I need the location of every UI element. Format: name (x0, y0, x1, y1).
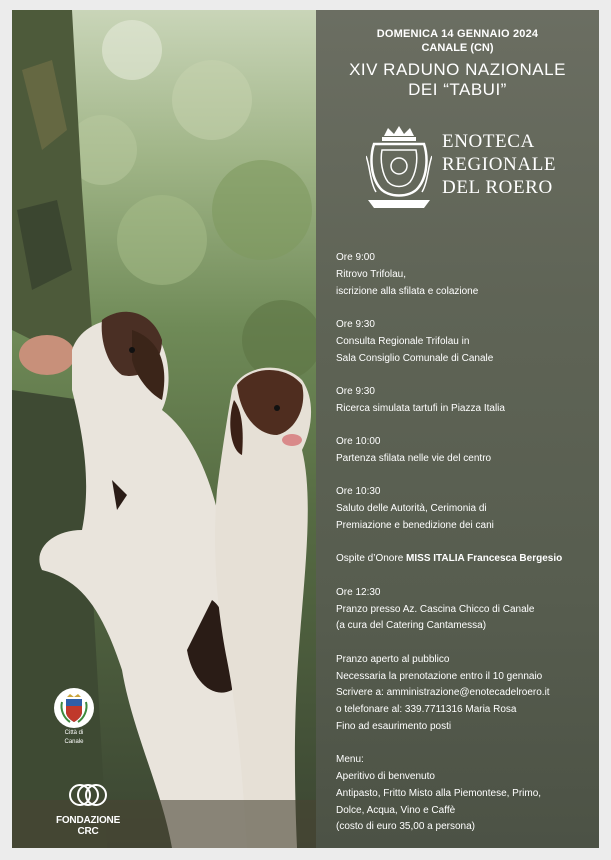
menu-text: Antipasto, Fritto Misto alla Piemontese, Primo, (336, 787, 542, 799)
booking-text: Fino ad esaurimento posti (336, 720, 452, 732)
canale-label-line2: Canale (64, 739, 84, 745)
event-title-line2: DEI “TABUI” (408, 80, 507, 99)
event-title-line1: XIV RADUNO NAZIONALE (349, 60, 566, 79)
booking-phone: o telefonare al: 339.7711316 Maria Rosa (336, 704, 517, 716)
menu-info (336, 752, 594, 836)
program-text: Consulta Regionale Trifolau in (336, 335, 470, 347)
event-place: CANALE (CN) (421, 42, 494, 54)
program-text: Partenza sfilata nelle vie del centro (336, 452, 492, 464)
guest-prefix: Ospite d’Onore (336, 553, 407, 565)
booking-email: Scrivere a: amministrazione@enotecadelroero.it (336, 687, 550, 699)
program-list (336, 250, 594, 848)
enoteca-line1: ENOTECA (442, 131, 535, 152)
booking-text: Necessaria la prenotazione entro il 10 gennaio (336, 670, 543, 682)
program-item (336, 317, 594, 367)
program-text: Saluto delle Autorità, Cerimonia di (336, 503, 487, 515)
fondazione-crc-logo (48, 782, 128, 837)
booking-info (336, 652, 594, 736)
program-text: Premiazione e benedizione dei cani (336, 519, 494, 531)
info-panel (316, 10, 599, 848)
booking-text: Pranzo aperto al pubblico (336, 653, 450, 665)
poster (12, 10, 599, 848)
guest-line (336, 551, 594, 568)
program-item (336, 384, 594, 418)
crest-icon (366, 126, 432, 212)
lunch-text: Pranzo presso Az. Cascina Chicco di Canale (336, 603, 535, 615)
program-time: Ore 10:30 (336, 486, 381, 498)
enoteca-line2: REGIONALE (442, 154, 557, 175)
canale-emblem-icon (54, 688, 94, 728)
guest-name: MISS ITALIA Francesca Bergesio (406, 553, 563, 565)
lunch-time: Ore 12:30 (336, 586, 381, 598)
program-text: iscrizione alla sfilata e colazione (336, 285, 479, 297)
program-time: Ore 9:30 (336, 385, 375, 397)
program-time: Ore 9:00 (336, 252, 375, 263)
program-item (336, 434, 594, 468)
lunch-text: (a cura del Catering Cantamessa) (336, 620, 487, 632)
lunch-item (336, 585, 594, 635)
enoteca-logo-text (442, 130, 556, 199)
menu-text: Aperitivo di benvenuto (336, 771, 435, 783)
menu-text: Dolce, Acqua, Vino e Caffè (336, 804, 456, 816)
crc-name: FONDAZIONE CRC (55, 815, 121, 837)
menu-label: Menu: (336, 754, 364, 766)
event-date: DOMENICA 14 GENNAIO 2024 (376, 28, 539, 40)
citta-di-canale-logo (52, 688, 96, 746)
program-time: Ore 10:00 (336, 436, 381, 448)
program-text: Ricerca simulata tartufi in Piazza Italia (336, 402, 505, 414)
program-text: Ritrovo Trifolau, (336, 268, 407, 280)
menu-price: (costo di euro 35,00 a persona) (336, 821, 475, 833)
crc-rings-icon (66, 782, 110, 808)
program-time: Ore 9:30 (336, 318, 375, 330)
canale-label-line1: Città di (64, 730, 84, 736)
program-item (336, 484, 594, 534)
program-text: Sala Consiglio Comunale di Canale (336, 352, 494, 364)
enoteca-line3: DEL ROERO (442, 177, 553, 198)
program-item (336, 250, 594, 300)
